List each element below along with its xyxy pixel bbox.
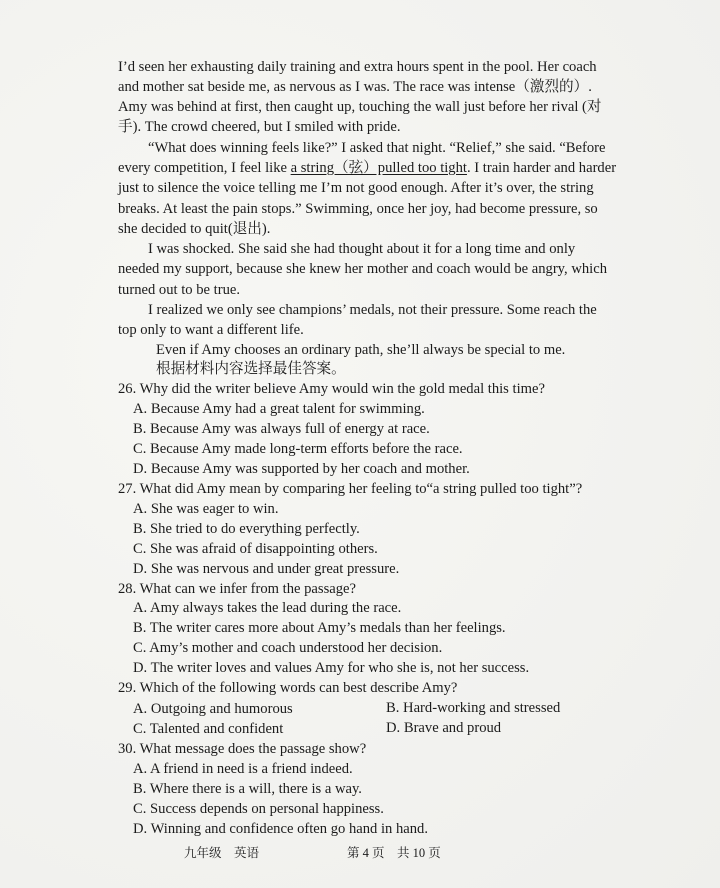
question-option: A. Because Amy had a great talent for swimming.: [133, 401, 425, 417]
passage-line: “What does winning feels like?” I asked that night. “Relief,” she said. “Before: [148, 140, 606, 156]
question-stem: 26. Why did the writer believe Amy would win the gold medal this time?: [118, 381, 545, 397]
question-option: D. Winning and confidence often go hand in hand.: [133, 821, 428, 837]
passage-line: she decided to quit(退出).: [118, 221, 271, 237]
question-option: C. Success depends on personal happiness.: [133, 801, 384, 817]
question-option: D. The writer loves and values Amy for who she is, not her success.: [133, 660, 530, 676]
question-option: A. She was eager to win.: [133, 501, 279, 517]
instruction-line: 根据材料内容选择最佳答案。: [156, 361, 346, 377]
passage-line: [118, 159, 616, 177]
question-option: A. Outgoing and humorous: [133, 701, 293, 717]
passage-line: I’d seen her exhausting daily training and extra hours spent in the pool. Her coach: [118, 59, 597, 75]
question-stem: 29. Which of the following words can best describe Amy?: [118, 680, 458, 696]
question-stem: 30. What message does the passage show?: [118, 741, 367, 757]
question-option: B. The writer cares more about Amy’s medals than her feelings.: [133, 620, 506, 636]
passage-line: I realized we only see champions’ medals, not their pressure. Some reach the: [148, 302, 597, 318]
question-option: C. Amy’s mother and coach understood her decision.: [133, 640, 443, 656]
passage-line: breaks. At least the pain stops.” Swimming, once her joy, had become pressure, so: [118, 201, 598, 217]
question-option: C. She was afraid of disappointing others.: [133, 541, 378, 557]
passage-line: turned out to be true.: [118, 282, 240, 298]
underlined-phrase: a string（弦）pulled too tight: [290, 160, 467, 176]
footer-page-number: 第 4 页 共 10 页: [347, 846, 441, 860]
question-option: B. Where there is a will, there is a way.: [133, 781, 362, 797]
question-stem: 27. What did Amy mean by comparing her feeling to“a string pulled too tight”?: [118, 481, 583, 497]
question-option: D. She was nervous and under great pressure.: [133, 561, 400, 577]
passage-text: every competition, I feel like: [118, 160, 291, 176]
question-stem: 28. What can we infer from the passage?: [118, 581, 356, 597]
question-option: D. Brave and proud: [386, 720, 502, 736]
question-option: B. She tried to do everything perfectly.: [133, 521, 360, 537]
passage-line: Amy was behind at first, then caught up, touching the wall just before her rival (对: [118, 99, 602, 115]
passage-line: just to silence the voice telling me I’m not good enough. After it’s over, the string: [118, 180, 594, 196]
passage-line: I was shocked. She said she had thought about it for a long time and only: [148, 241, 576, 257]
question-option: C. Talented and confident: [133, 721, 284, 737]
question-option: A. A friend in need is a friend indeed.: [133, 761, 353, 777]
passage-line: needed my support, because she knew her mother and coach would be angry, which: [118, 261, 607, 277]
question-option: B. Because Amy was always full of energy at race.: [133, 421, 430, 437]
question-option: C. Because Amy made long-term efforts before the race.: [133, 441, 463, 457]
passage-line: 手). The crowd cheered, but I smiled with pride.: [118, 119, 401, 135]
passage-line: Even if Amy chooses an ordinary path, she’ll always be special to me.: [156, 342, 566, 358]
question-option: A. Amy always takes the lead during the race.: [133, 600, 402, 616]
passage-text: . I train harder and harder: [466, 160, 617, 176]
question-option: D. Because Amy was supported by her coach and mother.: [133, 461, 470, 477]
footer-grade-subject: 九年级 英语: [184, 846, 260, 860]
passage-line: top only to want a different life.: [118, 322, 304, 338]
question-option: B. Hard-working and stressed: [386, 700, 561, 716]
passage-line: and mother sat beside me, as nervous as I was. The race was intense（激烈的）.: [118, 79, 592, 95]
